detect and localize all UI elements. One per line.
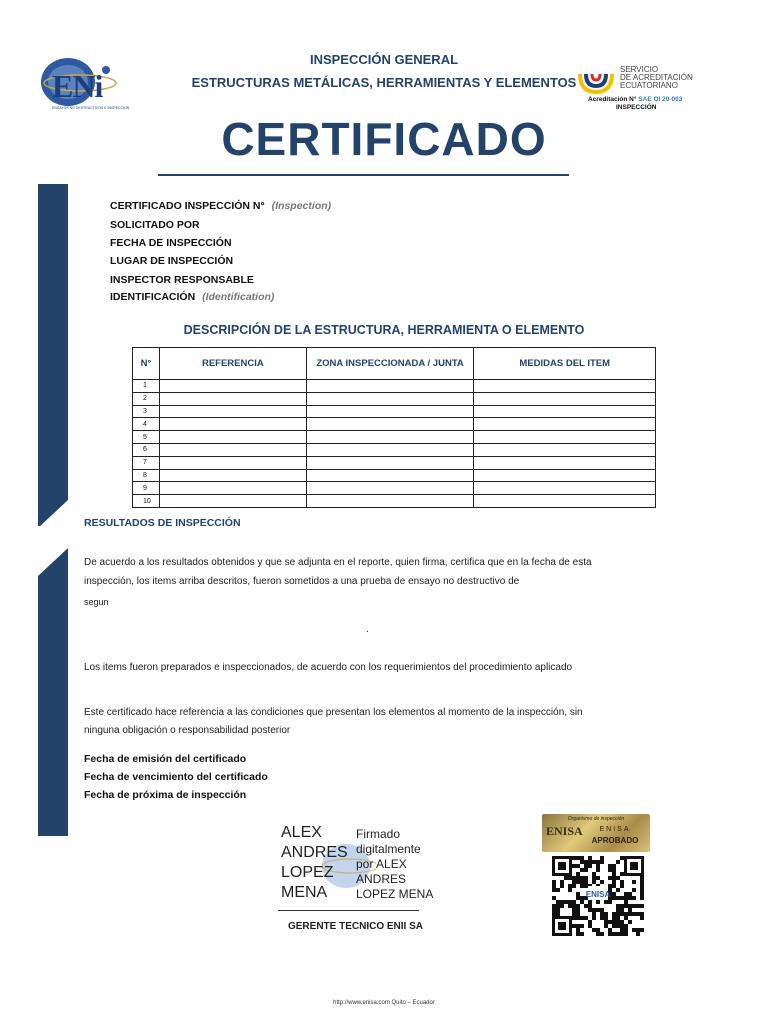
eni-logo (38, 56, 130, 114)
col-header-referencia: REFERENCIA (159, 348, 306, 380)
results-para3-line1: Este certificado hace referencia a las condiciones que presentan los elementos al momento de la inspección, sin (84, 707, 583, 718)
row-number: 6 (133, 443, 160, 456)
date-proxima: Fecha de próxima de inspección (84, 789, 247, 801)
sae-accreditation (588, 96, 682, 103)
signature-digital-line: ANDRES (356, 872, 407, 886)
signature-role: GERENTE TECNICO ENII SA (287, 921, 423, 932)
sae-accreditation-prefix: Acreditación N° (588, 96, 637, 103)
side-bar-cut-top (38, 500, 68, 528)
seal-top-text: Organismo de inspección (567, 816, 625, 822)
field-cert-number (110, 200, 331, 212)
field-identificacion (110, 291, 274, 303)
table-row (133, 392, 656, 405)
sae-line-1: SERVICIO (620, 65, 659, 74)
row-number: 7 (133, 456, 160, 469)
row-number: 4 (133, 418, 160, 431)
table-row (133, 405, 656, 418)
side-accent-bar-top (38, 184, 68, 526)
results-title: RESULTADOS DE INSPECCIÓN (84, 517, 241, 529)
row-number: 2 (133, 392, 160, 405)
eni-logo-subtitle: ENSAYOS NO DESTRUCTIVOS E INSPECCION (52, 106, 130, 110)
results-para1-dot: . (366, 624, 369, 635)
table-row (133, 443, 656, 456)
row-number: 1 (133, 380, 160, 393)
footer-url: http://www.enisa.com Quito – Ecuador (333, 1000, 435, 1006)
field-solicitado: SOLICITADO POR (110, 219, 200, 231)
field-cert-number-placeholder: (Inspection) (271, 200, 332, 212)
results-para2: Los items fueron preparados e inspeccionados, de acuerdo con los requerimientos del procedimiento aplicado (84, 662, 573, 673)
row-number: 9 (133, 482, 160, 495)
row-number: 10 (133, 495, 160, 508)
header-line-2: ESTRUCTURAS METÁLICAS, HERRAMIENTAS Y ELEMENTOS (191, 75, 577, 90)
side-bar-cut-bottom (38, 548, 68, 576)
field-inspector: INSPECTOR RESPONSABLE (110, 274, 254, 286)
signature-digital-line: por ALEX (356, 857, 407, 871)
col-header-number: N° (133, 348, 160, 380)
table-row (133, 456, 656, 469)
table-row (133, 495, 656, 508)
qr-code-icon (552, 856, 644, 936)
date-vencimiento: Fecha de vencimiento del certificado (84, 771, 268, 783)
signature-digital-line: Firmado (356, 827, 401, 841)
field-fecha: FECHA DE INSPECCIÓN (110, 237, 232, 249)
signature-name-line: MENA (281, 884, 328, 901)
signature-name (281, 823, 348, 903)
table-row (133, 482, 656, 495)
table-row (133, 418, 656, 431)
header-line-1: INSPECCIÓN GENERAL (309, 52, 459, 67)
results-para1-line3: segun (84, 597, 109, 607)
results-para1-line2: inspección, los items arriba descritos, fueron sometidos a una prueba de ensayo no destructivo de (84, 576, 520, 587)
certificate-title: CERTIFICADO (221, 113, 547, 165)
sae-logo (578, 66, 708, 116)
seal-brand-right: ENISA (599, 826, 631, 833)
row-number: 5 (133, 431, 160, 444)
eni-logo-text: ENi (52, 68, 103, 104)
field-identificacion-placeholder: (Identification) (202, 291, 275, 303)
sae-accreditation-code: SAE OI 20-003 (638, 96, 683, 103)
sae-line-3: ECUATORIANO (620, 81, 678, 90)
table-row (133, 380, 656, 393)
approval-seal (542, 814, 650, 852)
table-header-row (133, 348, 656, 380)
signature-digital-line: digitalmente (356, 842, 421, 856)
col-header-zona: ZONA INSPECCIONADA / JUNTA (306, 348, 474, 380)
items-table (132, 347, 656, 508)
row-number: 3 (133, 405, 160, 418)
table-row (133, 431, 656, 444)
description-title: DESCRIPCIÓN DE LA ESTRUCTURA, HERRAMIENTA O ELEMENTO (183, 323, 585, 337)
title-divider (158, 174, 569, 176)
field-lugar: LUGAR DE INSPECCIÓN (110, 255, 234, 267)
col-header-medidas: MEDIDAS DEL ITEM (474, 348, 656, 380)
side-accent-bar-bottom (38, 548, 68, 836)
svg-text:ENISA: ENISA (585, 890, 611, 899)
field-identificacion-label: IDENTIFICACIÓN (110, 291, 196, 303)
signature-line (278, 910, 419, 911)
seal-brand: ENISA (546, 824, 583, 838)
signature-name-line: ANDRES (281, 844, 348, 861)
date-emision: Fecha de emisión del certificado (84, 753, 247, 765)
row-number: 8 (133, 469, 160, 482)
sae-line-2: DE ACREDITACIÓN (620, 73, 693, 82)
signature-digital-note (356, 827, 433, 902)
field-cert-number-label: CERTIFICADO INSPECCIÓN N° (110, 200, 265, 212)
seal-status: APROBADO (591, 836, 639, 845)
results-para1-line1: De acuerdo a los resultados obtenidos y que se adjunta en el reporte, quien firma, certifica que en la fecha de esta (84, 557, 592, 568)
signature-digital-line: LOPEZ MENA (356, 887, 434, 901)
sae-emblem-icon (578, 68, 614, 94)
table-row (133, 469, 656, 482)
sae-accreditation-type: INSPECCIÓN (616, 104, 657, 111)
signature-name-line: LOPEZ (281, 864, 334, 881)
results-para3-line2: ninguna obligación o responsabilidad posterior (84, 725, 291, 736)
qr-code (552, 856, 644, 936)
signature-name-line: ALEX (281, 824, 322, 841)
